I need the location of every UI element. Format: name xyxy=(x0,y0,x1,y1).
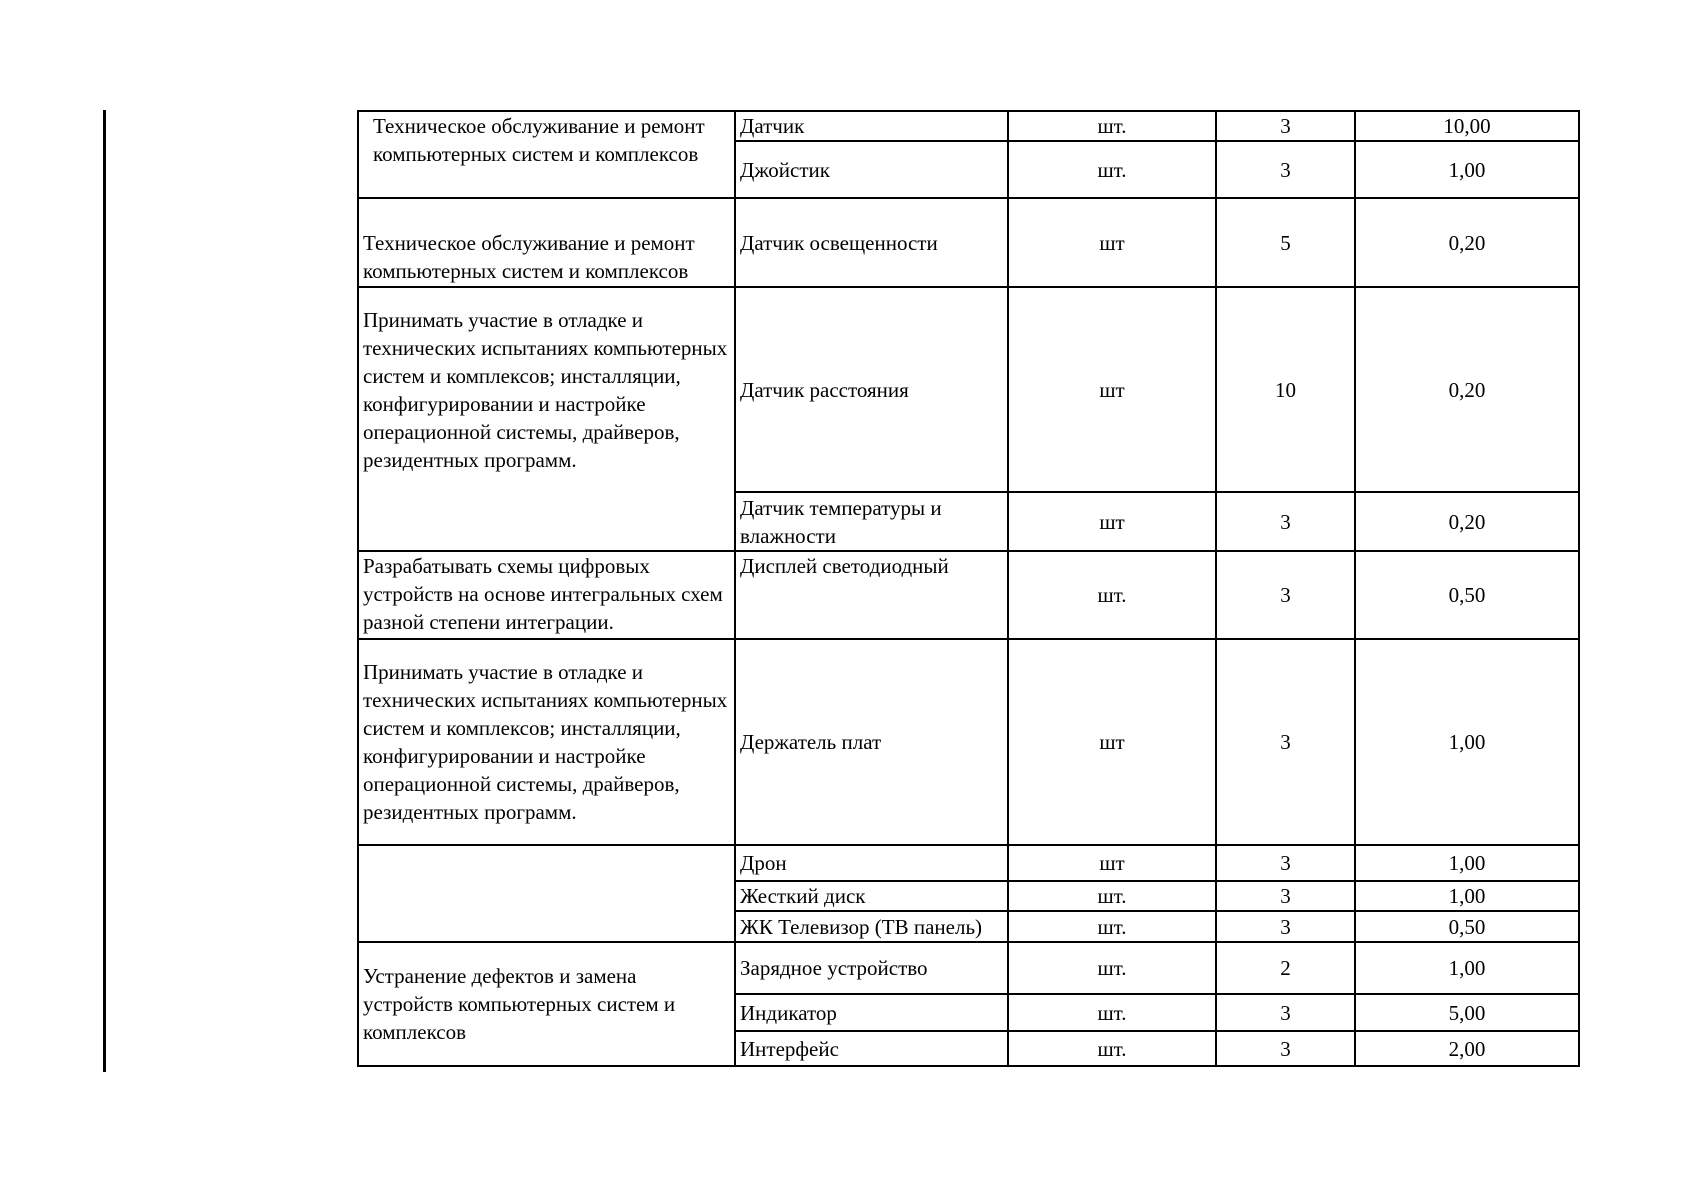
table-row xyxy=(358,287,1579,492)
equipment-name-cell: Датчик расстояния xyxy=(735,287,1008,492)
quantity-cell: 3 xyxy=(1216,551,1355,639)
quantity-cell: 3 xyxy=(1216,492,1355,551)
equipment-table xyxy=(357,110,1580,1067)
quantity-cell: 3 xyxy=(1216,911,1355,942)
unit-cell: шт. xyxy=(1008,141,1216,198)
norm-cell: 1,00 xyxy=(1355,141,1579,198)
equipment-name-cell: Индикатор xyxy=(735,994,1008,1031)
competency-cell: Разрабатывать схемы цифровых устройств на основе интегральных схем разной степени интеграции. xyxy=(358,551,735,639)
page-margin-line xyxy=(103,110,106,1072)
quantity-cell: 3 xyxy=(1216,111,1355,141)
quantity-cell: 3 xyxy=(1216,881,1355,911)
equipment-name-cell: ЖК Телевизор (ТВ панель) xyxy=(735,911,1008,942)
unit-cell: шт. xyxy=(1008,994,1216,1031)
norm-cell: 0,50 xyxy=(1355,911,1579,942)
norm-cell: 0,20 xyxy=(1355,492,1579,551)
equipment-name-cell: Жесткий диск xyxy=(735,881,1008,911)
norm-cell: 5,00 xyxy=(1355,994,1579,1031)
unit-cell: шт xyxy=(1008,198,1216,287)
table-row xyxy=(358,111,1579,141)
quantity-cell: 10 xyxy=(1216,287,1355,492)
competency-cell: Принимать участие в отладке и технических испытаниях компьютерных систем и комплексов; инсталляции, конфигурировании и настройке операционной системы, драйверов, резидентных программ. xyxy=(358,639,735,845)
unit-cell: шт xyxy=(1008,639,1216,845)
quantity-cell: 3 xyxy=(1216,141,1355,198)
unit-cell: шт xyxy=(1008,845,1216,881)
equipment-name-cell: Датчик xyxy=(735,111,1008,141)
unit-cell: шт. xyxy=(1008,1031,1216,1066)
equipment-name-cell: Дисплей светодиодный xyxy=(735,551,1008,639)
unit-cell: шт. xyxy=(1008,942,1216,994)
quantity-cell: 3 xyxy=(1216,845,1355,881)
unit-cell: шт. xyxy=(1008,111,1216,141)
norm-cell: 0,20 xyxy=(1355,198,1579,287)
quantity-cell: 2 xyxy=(1216,942,1355,994)
unit-cell: шт xyxy=(1008,492,1216,551)
equipment-name-cell: Интерфейс xyxy=(735,1031,1008,1066)
table-row xyxy=(358,198,1579,287)
table-row xyxy=(358,639,1579,845)
table-row xyxy=(358,942,1579,994)
equipment-name-cell: Держатель плат xyxy=(735,639,1008,845)
unit-cell: шт. xyxy=(1008,911,1216,942)
equipment-name-cell: Дрон xyxy=(735,845,1008,881)
competency-cell: Устранение дефектов и замена устройств компьютерных систем и комплексов xyxy=(358,942,735,1066)
equipment-name-cell: Джойстик xyxy=(735,141,1008,198)
competency-cell: Техническое обслуживание и ремонт компьютерных систем и комплексов xyxy=(358,198,735,287)
norm-cell: 0,20 xyxy=(1355,287,1579,492)
competency-cell: Техническое обслуживание и ремонт компьютерных систем и комплексов xyxy=(358,111,735,198)
norm-cell: 1,00 xyxy=(1355,845,1579,881)
unit-cell: шт xyxy=(1008,287,1216,492)
quantity-cell: 3 xyxy=(1216,639,1355,845)
norm-cell: 1,00 xyxy=(1355,881,1579,911)
unit-cell: шт. xyxy=(1008,551,1216,639)
norm-cell: 2,00 xyxy=(1355,1031,1579,1066)
norm-cell: 10,00 xyxy=(1355,111,1579,141)
norm-cell: 1,00 xyxy=(1355,639,1579,845)
competency-cell: Принимать участие в отладке и технических испытаниях компьютерных систем и комплексов; инсталляции, конфигурировании и настройке операционной системы, драйверов, резидентных программ. xyxy=(358,287,735,551)
table-row xyxy=(358,845,1579,881)
unit-cell: шт. xyxy=(1008,881,1216,911)
quantity-cell: 3 xyxy=(1216,994,1355,1031)
equipment-name-cell: Датчик освещенности xyxy=(735,198,1008,287)
norm-cell: 0,50 xyxy=(1355,551,1579,639)
quantity-cell: 5 xyxy=(1216,198,1355,287)
equipment-name-cell: Зарядное устройство xyxy=(735,942,1008,994)
equipment-name-cell: Датчик температуры и влажности xyxy=(735,492,1008,551)
table-row xyxy=(358,551,1579,639)
quantity-cell: 3 xyxy=(1216,1031,1355,1066)
norm-cell: 1,00 xyxy=(1355,942,1579,994)
competency-cell xyxy=(358,845,735,942)
